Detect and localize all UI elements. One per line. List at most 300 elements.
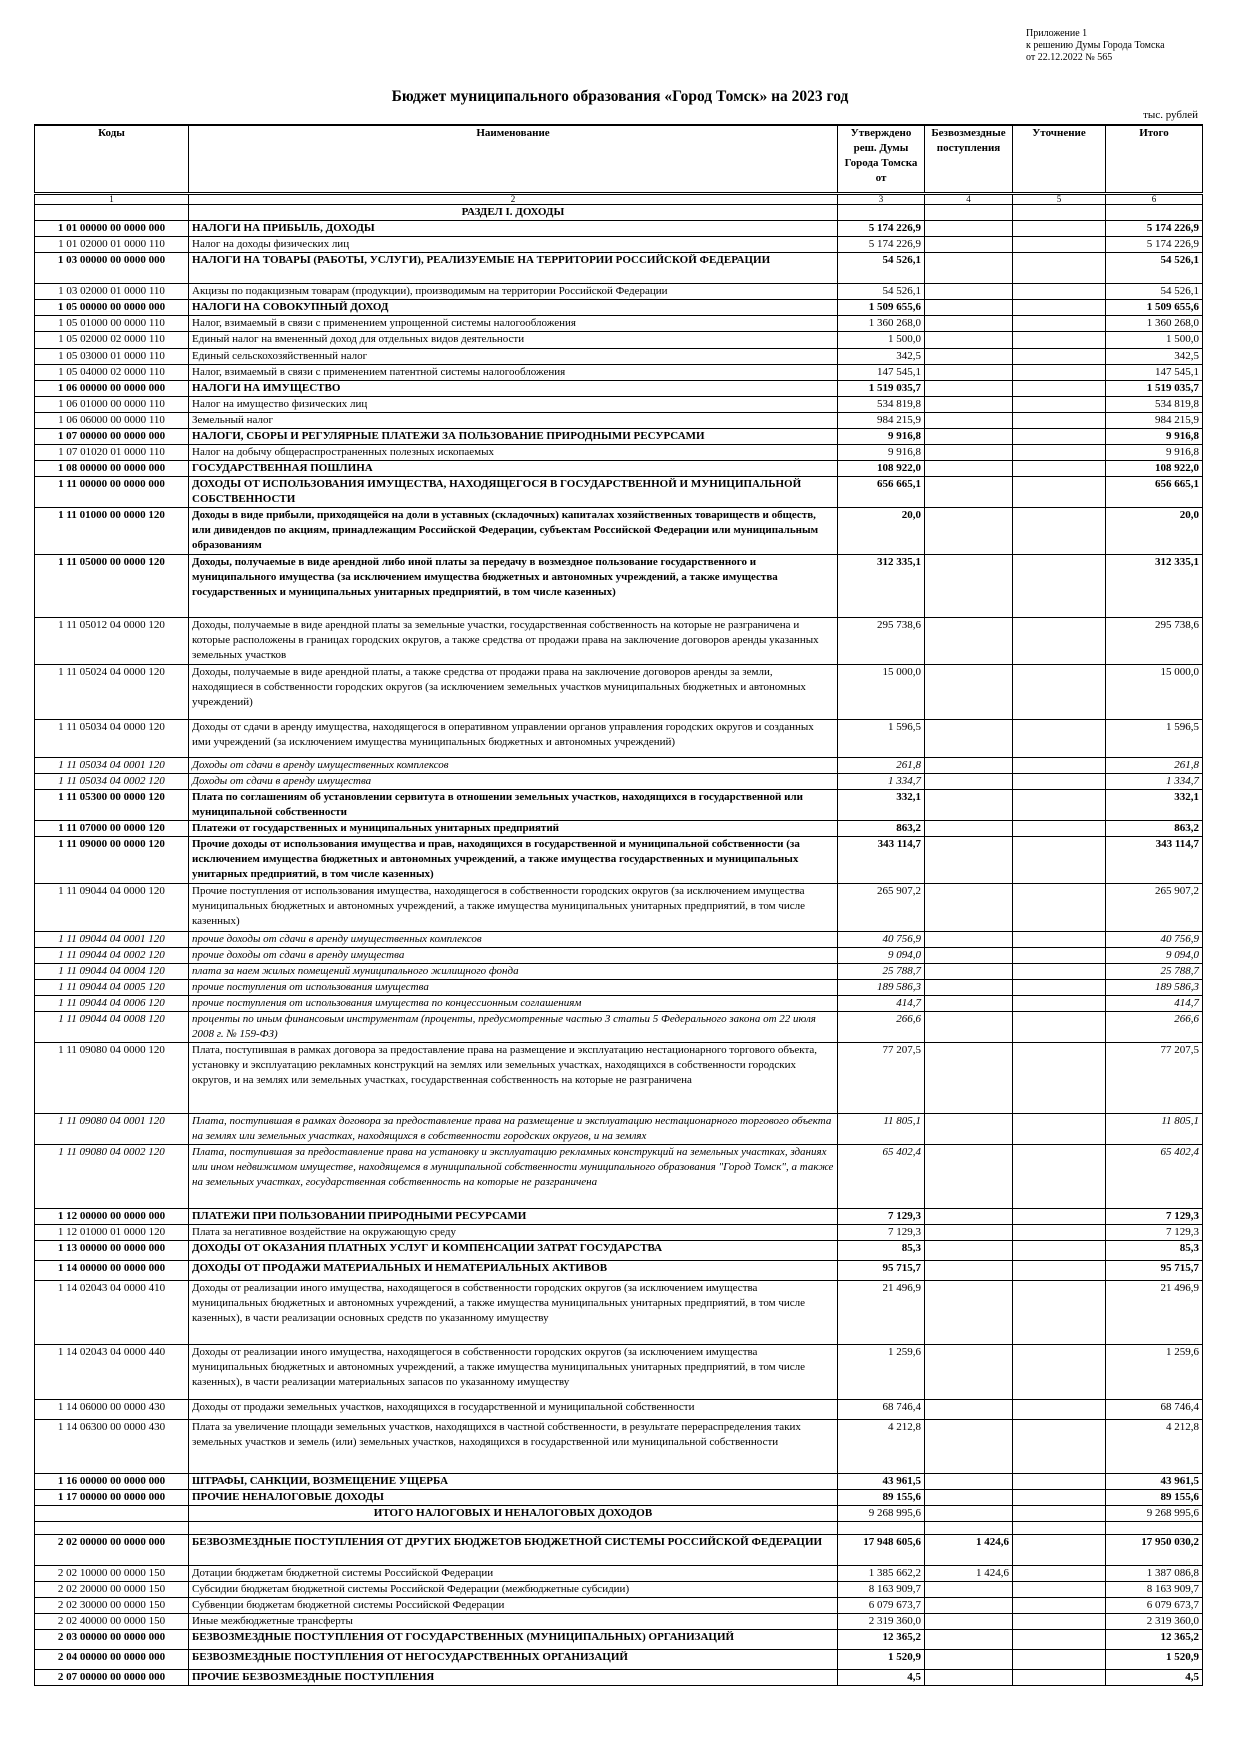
row-total: 54 526,1: [1106, 253, 1203, 284]
row-code: 2 02 30000 00 0000 150: [35, 1598, 189, 1614]
row-clarification: [1013, 1012, 1106, 1043]
row-code: 1 11 09044 04 0008 120: [35, 1012, 189, 1043]
row-name: Плата, поступившая в рамках договора за предоставление права на размещение и эксплуатацию нестационарного торгового объекта, установку и эксплуатацию рекламных конструкций на землях или земельных участках, находящихся в собственности городских округов, и на землях или земельных участках, государственная собственность на которые не разграничена: [189, 1043, 838, 1114]
row-grants: [925, 1506, 1013, 1522]
row-total: 261,8: [1106, 758, 1203, 774]
row-approved: 9 094,0: [838, 948, 925, 964]
row-code: 1 11 09044 04 0005 120: [35, 980, 189, 996]
page-title: Бюджет муниципального образования «Город Томск» на 2023 год: [391, 88, 849, 105]
row-total: 189 586,3: [1106, 980, 1203, 996]
row-name: Плата за увеличение площади земельных участков, находящихся в частной собственности, в результате перераспределения таких земельных участков и земель (или) земельных участков, находящихся в государственной или муниципальной собственности: [189, 1420, 838, 1474]
row-grants: [925, 1522, 1013, 1535]
row-grants: [925, 821, 1013, 837]
row-name: ДОХОДЫ ОТ ИСПОЛЬЗОВАНИЯ ИМУЩЕСТВА, НАХОДЯЩЕГОСЯ В ГОСУДАРСТВЕННОЙ И МУНИЦИПАЛЬНОЙ СОБСТВЕННОСТИ: [189, 477, 838, 508]
row-grants: [925, 665, 1013, 720]
table-row: [35, 508, 1203, 555]
row-total: 85,3: [1106, 1241, 1203, 1261]
row-name: НАЛОГИ НА ТОВАРЫ (РАБОТЫ, УСЛУГИ), РЕАЛИЗУЕМЫЕ НА ТЕРРИТОРИИ РОССИЙСКОЙ ФЕДЕРАЦИИ: [189, 253, 838, 284]
row-grants: [925, 445, 1013, 461]
row-clarification: [1013, 1614, 1106, 1630]
row-grants: [925, 1630, 1013, 1650]
row-approved: 54 526,1: [838, 284, 925, 300]
table-row: [35, 237, 1203, 253]
row-clarification: [1013, 837, 1106, 884]
table-body: [35, 205, 1203, 1686]
row-code: 1 13 00000 00 0000 000: [35, 1241, 189, 1261]
row-clarification: [1013, 237, 1106, 253]
row-clarification: [1013, 996, 1106, 1012]
table-row: [35, 1582, 1203, 1598]
row-clarification: [1013, 964, 1106, 980]
row-clarification: [1013, 1043, 1106, 1114]
row-approved: 1 596,5: [838, 720, 925, 758]
row-total: 1 360 268,0: [1106, 316, 1203, 332]
row-clarification: [1013, 1490, 1106, 1506]
row-grants: [925, 237, 1013, 253]
row-total: 1 509 655,6: [1106, 300, 1203, 316]
row-grants: [925, 1582, 1013, 1598]
row-grants: [925, 381, 1013, 397]
row-total: 1 520,9: [1106, 1650, 1203, 1670]
row-code: 1 11 09044 04 0001 120: [35, 932, 189, 948]
row-clarification: [1013, 980, 1106, 996]
row-name: Иные межбюджетные трансферты: [189, 1614, 838, 1630]
row-grants: [925, 1670, 1013, 1686]
row-code: 1 17 00000 00 0000 000: [35, 1490, 189, 1506]
row-code: 1 11 09044 04 0000 120: [35, 884, 189, 932]
column-number: 5: [1013, 194, 1106, 205]
row-code: 1 05 00000 00 0000 000: [35, 300, 189, 316]
row-code: 1 05 01000 00 0000 110: [35, 316, 189, 332]
row-approved: 147 545,1: [838, 365, 925, 381]
row-approved: 9 916,8: [838, 445, 925, 461]
row-approved: 20,0: [838, 508, 925, 555]
row-total: 20,0: [1106, 508, 1203, 555]
row-total: 77 207,5: [1106, 1043, 1203, 1114]
table-row: [35, 1420, 1203, 1474]
row-name: ШТРАФЫ, САНКЦИИ, ВОЗМЕЩЕНИЕ УЩЕРБА: [189, 1474, 838, 1490]
table-row: [35, 1209, 1203, 1225]
row-approved: 265 907,2: [838, 884, 925, 932]
row-approved: 77 207,5: [838, 1043, 925, 1114]
row-total: 8 163 909,7: [1106, 1582, 1203, 1598]
row-approved: 1 259,6: [838, 1345, 925, 1400]
row-approved: 9 916,8: [838, 429, 925, 445]
row-total: 9 916,8: [1106, 429, 1203, 445]
row-name: Доходы, получаемые в виде арендной либо иной платы за передачу в возмездное пользование государственного и муниципального имущества (за исключением имущества бюджетных и автономных учреждений, а также имущества государственных и муниципальных унитарных предприятий, в том числе казенных): [189, 555, 838, 618]
row-name: Субсидии бюджетам бюджетной системы Российской Федерации (межбюджетные субсидии): [189, 1582, 838, 1598]
row-grants: [925, 300, 1013, 316]
row-name: плата за наем жилых помещений муниципального жилищного фонда: [189, 964, 838, 980]
row-name: Прочие доходы от использования имущества и прав, находящихся в государственной и муниципальной собственности (за исключением имущества бюджетных и автономных учреждений, а также имущества государственных и муниципальных унитарных предприятий, в том числе казенных): [189, 837, 838, 884]
row-grants: [925, 284, 1013, 300]
row-code: 1 08 00000 00 0000 000: [35, 461, 189, 477]
table-row: [35, 1281, 1203, 1345]
row-total: 265 907,2: [1106, 884, 1203, 932]
row-total: 147 545,1: [1106, 365, 1203, 381]
table-row: [35, 1012, 1203, 1043]
row-grants: [925, 1261, 1013, 1281]
row-grants: [925, 1012, 1013, 1043]
table-row: [35, 1043, 1203, 1114]
row-name: БЕЗВОЗМЕЗДНЫЕ ПОСТУПЛЕНИЯ ОТ ГОСУДАРСТВЕННЫХ (МУНИЦИПАЛЬНЫХ) ОРГАНИЗАЦИЙ: [189, 1630, 838, 1650]
row-grants: [925, 508, 1013, 555]
table-row: [35, 1522, 1203, 1535]
row-total: 295 738,6: [1106, 618, 1203, 665]
row-approved: 15 000,0: [838, 665, 925, 720]
row-code: 1 05 02000 02 0000 110: [35, 332, 189, 349]
row-clarification: [1013, 1474, 1106, 1490]
row-clarification: [1013, 1420, 1106, 1474]
row-total: 4,5: [1106, 1670, 1203, 1686]
table-row: [35, 1400, 1203, 1420]
header-codes: Коды: [35, 125, 189, 194]
row-name: ИТОГО НАЛОГОВЫХ И НЕНАЛОГОВЫХ ДОХОДОВ: [189, 1506, 838, 1522]
table-row: [35, 1630, 1203, 1650]
row-total: 9 268 995,6: [1106, 1506, 1203, 1522]
row-grants: [925, 461, 1013, 477]
row-grants: [925, 429, 1013, 445]
table-row: [35, 221, 1203, 237]
row-code: [35, 205, 189, 221]
row-clarification: [1013, 932, 1106, 948]
row-approved: 342,5: [838, 349, 925, 365]
row-approved: 5 174 226,9: [838, 221, 925, 237]
table-row: [35, 1506, 1203, 1522]
row-grants: 1 424,6: [925, 1535, 1013, 1566]
table-row: [35, 205, 1203, 221]
row-grants: [925, 1345, 1013, 1400]
row-total: 414,7: [1106, 996, 1203, 1012]
row-name: РАЗДЕЛ I. ДОХОДЫ: [189, 205, 838, 221]
row-name: ПРОЧИЕ БЕЗВОЗМЕЗДНЫЕ ПОСТУПЛЕНИЯ: [189, 1670, 838, 1686]
table-row: [35, 948, 1203, 964]
row-clarification: [1013, 332, 1106, 349]
row-grants: [925, 1225, 1013, 1241]
header-row: [35, 125, 1203, 194]
table-row: [35, 1670, 1203, 1686]
row-approved: 21 496,9: [838, 1281, 925, 1345]
row-approved: 1 334,7: [838, 774, 925, 790]
column-number: 6: [1106, 194, 1203, 205]
row-approved: 4,5: [838, 1670, 925, 1686]
appendix-line-2: к решению Думы Города Томска: [1026, 40, 1165, 51]
row-approved: 6 079 673,7: [838, 1598, 925, 1614]
row-approved: 108 922,0: [838, 461, 925, 477]
row-grants: [925, 205, 1013, 221]
row-approved: 89 155,6: [838, 1490, 925, 1506]
row-grants: [925, 1145, 1013, 1209]
row-total: 9 094,0: [1106, 948, 1203, 964]
row-name: Налог на имущество физических лиц: [189, 397, 838, 413]
row-code: 1 11 09044 04 0006 120: [35, 996, 189, 1012]
row-code: 1 11 05034 04 0000 120: [35, 720, 189, 758]
row-clarification: [1013, 461, 1106, 477]
row-total: 43 961,5: [1106, 1474, 1203, 1490]
row-name: Доходы, получаемые в виде арендной платы, а также средства от продажи права на заключение договоров аренды за земли, находящиеся в собственности городских округов (за исключением земельных участков муниципальных бюджетных и автономных учреждений): [189, 665, 838, 720]
column-number: 4: [925, 194, 1013, 205]
row-name: Доходы от сдачи в аренду имущества: [189, 774, 838, 790]
row-grants: [925, 720, 1013, 758]
row-clarification: [1013, 445, 1106, 461]
row-clarification: [1013, 477, 1106, 508]
row-grants: [925, 1420, 1013, 1474]
table-row: [35, 300, 1203, 316]
row-code: 1 11 01000 00 0000 120: [35, 508, 189, 555]
row-name: прочие доходы от сдачи в аренду имущества: [189, 948, 838, 964]
row-grants: [925, 1281, 1013, 1345]
table-row: [35, 365, 1203, 381]
row-code: 1 11 09080 04 0000 120: [35, 1043, 189, 1114]
row-code: [35, 1522, 189, 1535]
row-total: 1 259,6: [1106, 1345, 1203, 1400]
row-grants: [925, 555, 1013, 618]
table-row: [35, 618, 1203, 665]
table-row: [35, 1145, 1203, 1209]
row-clarification: [1013, 365, 1106, 381]
row-total: 25 788,7: [1106, 964, 1203, 980]
table-row: [35, 758, 1203, 774]
units-label: тыс. рублей: [1143, 109, 1198, 121]
row-clarification: [1013, 665, 1106, 720]
row-grants: [925, 837, 1013, 884]
row-clarification: [1013, 774, 1106, 790]
row-grants: [925, 1490, 1013, 1506]
row-name: прочие поступления от использования имущества: [189, 980, 838, 996]
row-clarification: [1013, 948, 1106, 964]
row-name: Доходы, получаемые в виде арендной платы за земельные участки, государственная собственность на которые не разграничена и которые расположены в границах городских округов, а также средства от продажи права на заключение договоров аренды указанных земельных участков: [189, 618, 838, 665]
row-code: 1 16 00000 00 0000 000: [35, 1474, 189, 1490]
row-name: Плата, поступившая за предоставление права на установку и эксплуатацию рекламных конструкций на земельных участках, зданиях или ином недвижимом имуществе, находящемся в муниципальной собственности муниципального образования "Город Томск", а также на земельных участках, государственная собственность на которые не разграничена: [189, 1145, 838, 1209]
table-row: [35, 461, 1203, 477]
column-number: 2: [189, 194, 838, 205]
table-row: [35, 1490, 1203, 1506]
row-grants: [925, 397, 1013, 413]
row-name: НАЛОГИ, СБОРЫ И РЕГУЛЯРНЫЕ ПЛАТЕЖИ ЗА ПОЛЬЗОВАНИЕ ПРИРОДНЫМИ РЕСУРСАМИ: [189, 429, 838, 445]
row-grants: [925, 1043, 1013, 1114]
row-clarification: [1013, 1114, 1106, 1145]
row-approved: 54 526,1: [838, 253, 925, 284]
row-clarification: [1013, 1650, 1106, 1670]
row-total: 1 387 086,8: [1106, 1566, 1203, 1582]
row-approved: 1 385 662,2: [838, 1566, 925, 1582]
row-total: [1106, 205, 1203, 221]
row-clarification: [1013, 1566, 1106, 1582]
row-grants: [925, 948, 1013, 964]
table-row: [35, 1261, 1203, 1281]
row-total: 68 746,4: [1106, 1400, 1203, 1420]
row-name: Плата за негативное воздействие на окружающую среду: [189, 1225, 838, 1241]
row-grants: [925, 884, 1013, 932]
row-total: 5 174 226,9: [1106, 237, 1203, 253]
row-total: 9 916,8: [1106, 445, 1203, 461]
row-code: 2 03 00000 00 0000 000: [35, 1630, 189, 1650]
row-name: Доходы от реализации иного имущества, находящегося в собственности городских округов (за исключением имущества муниципальных бюджетных и автономных учреждений, а также имущества муниципальных унитарных предприятий, в том числе казенных), в части реализации материальных запасов по указанному имуществу: [189, 1345, 838, 1400]
row-total: 7 129,3: [1106, 1209, 1203, 1225]
row-code: 1 14 00000 00 0000 000: [35, 1261, 189, 1281]
column-number-row: [35, 194, 1203, 205]
header-clarification: Уточнение: [1013, 125, 1106, 194]
row-total: 89 155,6: [1106, 1490, 1203, 1506]
row-approved: 414,7: [838, 996, 925, 1012]
table-row: [35, 1535, 1203, 1566]
row-total: 5 174 226,9: [1106, 221, 1203, 237]
row-approved: 8 163 909,7: [838, 1582, 925, 1598]
row-approved: 534 819,8: [838, 397, 925, 413]
row-clarification: [1013, 1225, 1106, 1241]
table-row: [35, 1225, 1203, 1241]
row-code: 2 02 00000 00 0000 000: [35, 1535, 189, 1566]
row-grants: [925, 365, 1013, 381]
row-name: ДОХОДЫ ОТ ПРОДАЖИ МАТЕРИАЛЬНЫХ И НЕМАТЕРИАЛЬНЫХ АКТИВОВ: [189, 1261, 838, 1281]
row-approved: 863,2: [838, 821, 925, 837]
row-approved: 7 129,3: [838, 1209, 925, 1225]
row-clarification: [1013, 413, 1106, 429]
row-code: 1 03 00000 00 0000 000: [35, 253, 189, 284]
row-code: 2 07 00000 00 0000 000: [35, 1670, 189, 1686]
row-name: Земельный налог: [189, 413, 838, 429]
row-approved: 1 500,0: [838, 332, 925, 349]
row-grants: [925, 1400, 1013, 1420]
row-name: ПРОЧИЕ НЕНАЛОГОВЫЕ ДОХОДЫ: [189, 1490, 838, 1506]
row-grants: [925, 253, 1013, 284]
row-total: 984 215,9: [1106, 413, 1203, 429]
row-code: 1 12 01000 01 0000 120: [35, 1225, 189, 1241]
row-total: 12 365,2: [1106, 1630, 1203, 1650]
row-code: 1 01 02000 01 0000 110: [35, 237, 189, 253]
row-name: Налог, взимаемый в связи с применением патентной системы налогообложения: [189, 365, 838, 381]
table-row: [35, 932, 1203, 948]
row-clarification: [1013, 221, 1106, 237]
row-name: Плата по соглашениям об установлении сервитута в отношении земельных участков, находящихся в государственной или муниципальной собственности: [189, 790, 838, 821]
row-clarification: [1013, 1400, 1106, 1420]
appendix-note: [1026, 28, 1226, 64]
header-total: Итого: [1106, 125, 1203, 194]
row-approved: 343 114,7: [838, 837, 925, 884]
row-clarification: [1013, 1281, 1106, 1345]
row-name: [189, 1522, 838, 1535]
row-total: 108 922,0: [1106, 461, 1203, 477]
row-total: 1 596,5: [1106, 720, 1203, 758]
row-approved: 1 509 655,6: [838, 300, 925, 316]
table-row: [35, 665, 1203, 720]
row-approved: 4 212,8: [838, 1420, 925, 1474]
row-clarification: [1013, 1345, 1106, 1400]
row-clarification: [1013, 1535, 1106, 1566]
row-name: Прочие поступления от использования имущества, находящегося в собственности городских округов (за исключением имущества муниципальных бюджетных и автономных учреждений, а также имущества муниципальных унитарных предприятий, в том числе казенных): [189, 884, 838, 932]
row-total: 343 114,7: [1106, 837, 1203, 884]
row-clarification: [1013, 284, 1106, 300]
row-grants: [925, 996, 1013, 1012]
row-total: 4 212,8: [1106, 1420, 1203, 1474]
row-code: 1 11 05034 04 0002 120: [35, 774, 189, 790]
row-total: 266,6: [1106, 1012, 1203, 1043]
row-code: 1 11 09044 04 0002 120: [35, 948, 189, 964]
row-total: 2 319 360,0: [1106, 1614, 1203, 1630]
row-code: 1 07 01020 01 0000 110: [35, 445, 189, 461]
row-grants: [925, 316, 1013, 332]
row-approved: 65 402,4: [838, 1145, 925, 1209]
row-approved: 17 948 605,6: [838, 1535, 925, 1566]
row-code: 1 11 00000 00 0000 000: [35, 477, 189, 508]
column-number: 3: [838, 194, 925, 205]
row-code: 1 11 09044 04 0004 120: [35, 964, 189, 980]
row-code: [35, 1506, 189, 1522]
row-total: 21 496,9: [1106, 1281, 1203, 1345]
row-approved: 7 129,3: [838, 1225, 925, 1241]
row-grants: [925, 980, 1013, 996]
row-approved: 9 268 995,6: [838, 1506, 925, 1522]
row-total: 312 335,1: [1106, 555, 1203, 618]
row-name: НАЛОГИ НА СОВОКУПНЫЙ ДОХОД: [189, 300, 838, 316]
row-code: 1 06 06000 00 0000 110: [35, 413, 189, 429]
row-approved: 1 520,9: [838, 1650, 925, 1670]
row-code: 1 11 07000 00 0000 120: [35, 821, 189, 837]
row-grants: [925, 332, 1013, 349]
table-row: [35, 720, 1203, 758]
table-row: [35, 1614, 1203, 1630]
row-clarification: [1013, 253, 1106, 284]
row-total: 534 819,8: [1106, 397, 1203, 413]
row-approved: 68 746,4: [838, 1400, 925, 1420]
row-name: ГОСУДАРСТВЕННАЯ ПОШЛИНА: [189, 461, 838, 477]
row-name: проценты по иным финансовым инструментам (проценты, предусмотренные частью 3 статьи 5 Федерального закона от 22 июля 2008 г. № 159-ФЗ): [189, 1012, 838, 1043]
row-total: 65 402,4: [1106, 1145, 1203, 1209]
row-name: БЕЗВОЗМЕЗДНЫЕ ПОСТУПЛЕНИЯ ОТ ДРУГИХ БЮДЖЕТОВ БЮДЖЕТНОЙ СИСТЕМЫ РОССИЙСКОЙ ФЕДЕРАЦИИ: [189, 1535, 838, 1566]
row-grants: [925, 1474, 1013, 1490]
row-name: прочие поступления от использования имущества по концессионным соглашениям: [189, 996, 838, 1012]
row-clarification: [1013, 1261, 1106, 1281]
row-code: 1 11 05300 00 0000 120: [35, 790, 189, 821]
row-approved: 95 715,7: [838, 1261, 925, 1281]
row-approved: 5 174 226,9: [838, 237, 925, 253]
row-code: 1 11 05034 04 0001 120: [35, 758, 189, 774]
table-row: [35, 774, 1203, 790]
row-grants: [925, 1614, 1013, 1630]
row-total: 6 079 673,7: [1106, 1598, 1203, 1614]
row-approved: 85,3: [838, 1241, 925, 1261]
table-row: [35, 445, 1203, 461]
table-row: [35, 884, 1203, 932]
row-approved: 261,8: [838, 758, 925, 774]
row-grants: [925, 758, 1013, 774]
row-total: 1 334,7: [1106, 774, 1203, 790]
table-row: [35, 284, 1203, 300]
row-code: 1 14 02043 04 0000 410: [35, 1281, 189, 1345]
row-clarification: [1013, 508, 1106, 555]
row-name: Доходы от сдачи в аренду имущественных комплексов: [189, 758, 838, 774]
header-name: Наименование: [189, 125, 838, 194]
row-name: Плата, поступившая в рамках договора за предоставление права на размещение и эксплуатацию нестационарного торгового объекта на землях или земельных участках, находящихся в собственности городских округов, и на землях: [189, 1114, 838, 1145]
table-row: [35, 980, 1203, 996]
row-grants: [925, 349, 1013, 365]
row-code: 1 05 04000 02 0000 110: [35, 365, 189, 381]
row-name: Налог, взимаемый в связи с применением упрощенной системы налогообложения: [189, 316, 838, 332]
row-approved: 1 519 035,7: [838, 381, 925, 397]
row-total: 7 129,3: [1106, 1225, 1203, 1241]
row-approved: 2 319 360,0: [838, 1614, 925, 1630]
row-code: 2 02 40000 00 0000 150: [35, 1614, 189, 1630]
row-total: 95 715,7: [1106, 1261, 1203, 1281]
row-code: 1 11 05024 04 0000 120: [35, 665, 189, 720]
table-row: [35, 1241, 1203, 1261]
row-clarification: [1013, 381, 1106, 397]
row-name: Дотации бюджетам бюджетной системы Российской Федерации: [189, 1566, 838, 1582]
row-code: 1 11 09080 04 0002 120: [35, 1145, 189, 1209]
row-clarification: [1013, 555, 1106, 618]
table-row: [35, 332, 1203, 349]
table-row: [35, 349, 1203, 365]
